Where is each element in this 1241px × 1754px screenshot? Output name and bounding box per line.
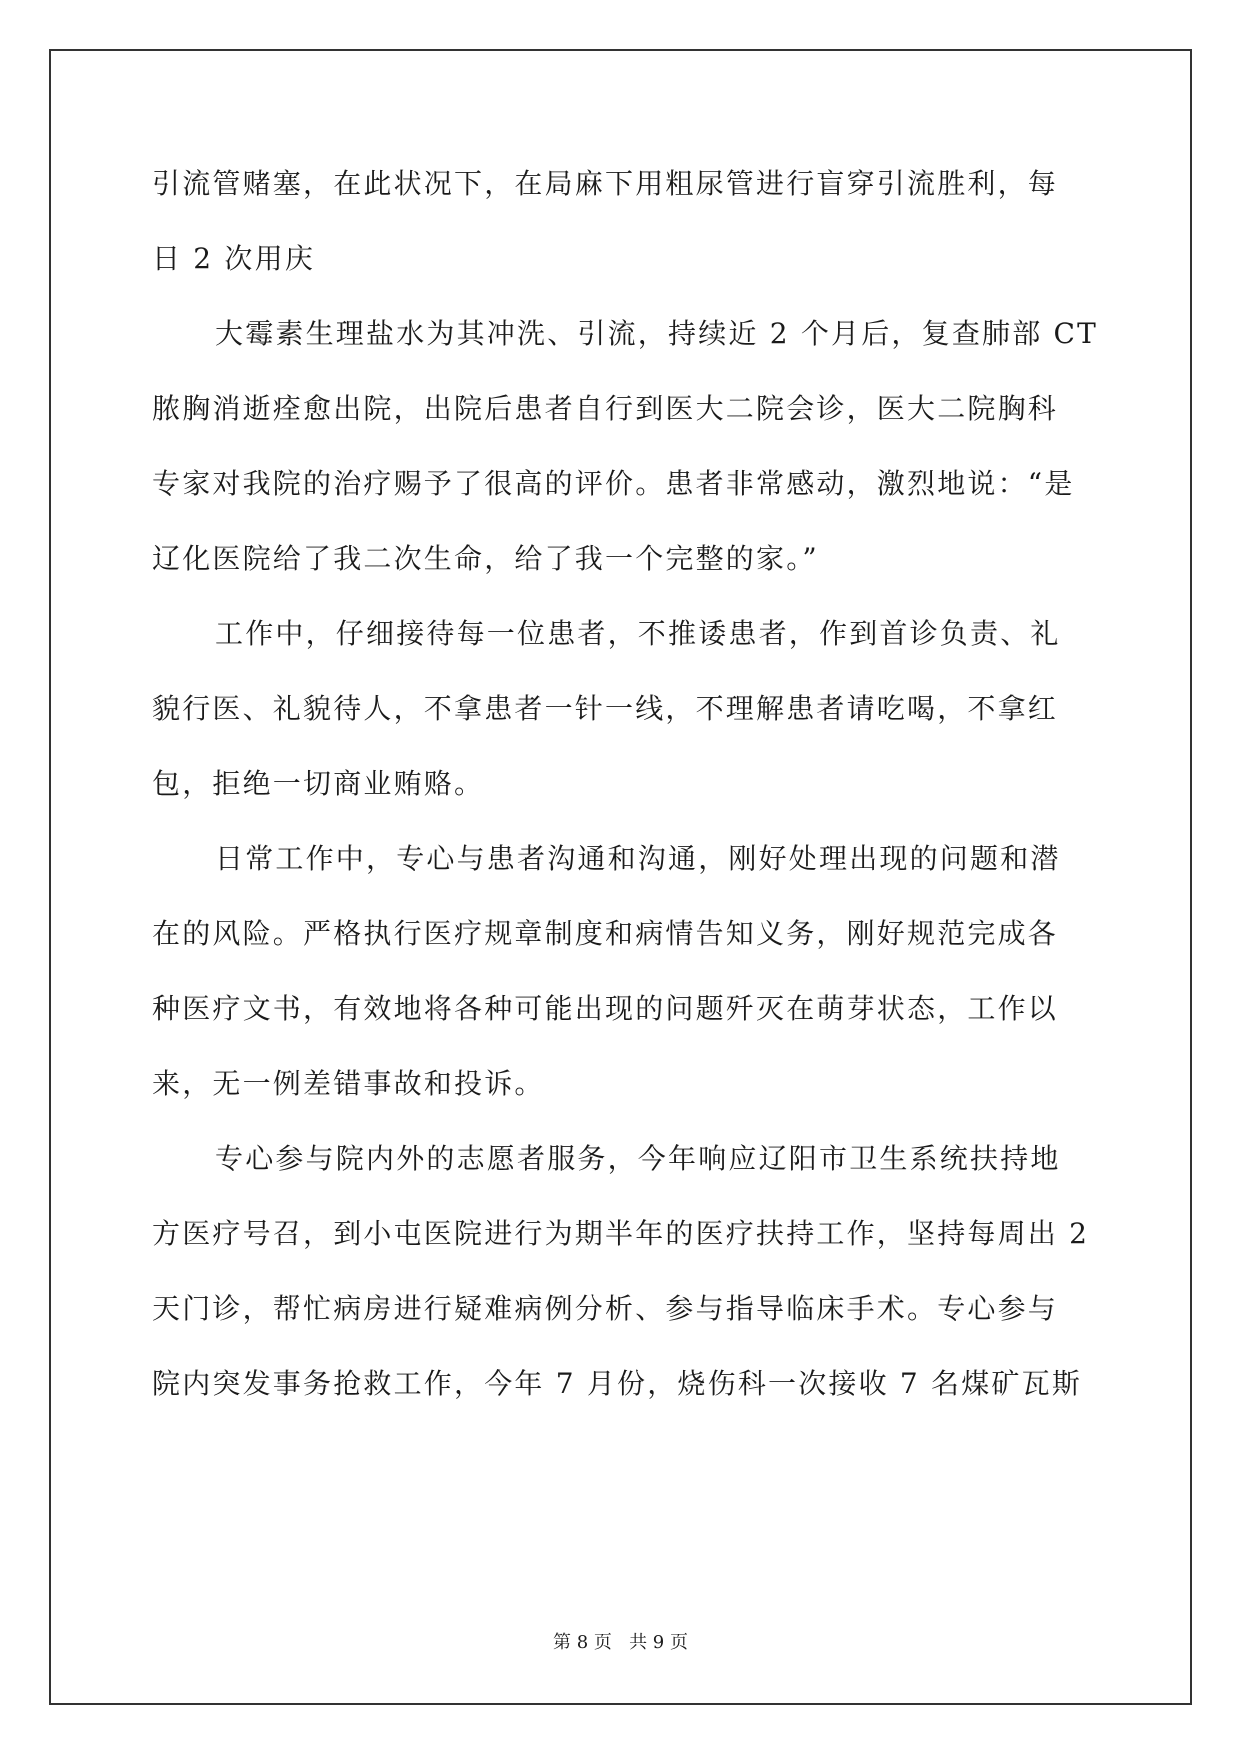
- text-line: 日 2 次用庆: [152, 242, 316, 275]
- text-line: 貌行医、礼貌待人，不拿患者一针一线，不理解患者请吃喝，不拿红: [152, 692, 1059, 725]
- text-line: 脓胸消逝痊愈出院，出院后患者自行到医大二院会诊，医大二院胸科: [152, 392, 1059, 425]
- text-line: 工作中，仔细接待每一位患者，不推诿患者，作到首诊负责、礼: [215, 617, 1061, 650]
- text-line: 方医疗号召，到小屯医院进行为期半年的医疗扶持工作，坚持每周出 2: [152, 1217, 1090, 1250]
- text-line: 来，无一例差错事故和投诉。: [152, 1067, 545, 1100]
- page-number-footer: 第 8 页 共 9 页: [553, 1632, 688, 1653]
- text-line: 辽化医院给了我二次生命，给了我一个完整的家。”: [152, 542, 819, 575]
- text-line: 包，拒绝一切商业贿赂。: [152, 767, 485, 800]
- text-line: 引流管赌塞，在此状况下，在局麻下用粗尿管进行盲穿引流胜利，每: [152, 167, 1059, 200]
- text-line: 在的风险。严格执行医疗规章制度和病情告知义务，刚好规范完成各: [152, 917, 1059, 950]
- text-line: 日常工作中，专心与患者沟通和沟通，刚好处理出现的问题和潜: [215, 842, 1061, 875]
- text-line: 专心参与院内外的志愿者服务，今年响应辽阳市卫生系统扶持地: [215, 1142, 1061, 1175]
- text-line: 院内突发事务抢救工作，今年 7 月份，烧伤科一次接收 7 名煤矿瓦斯: [152, 1367, 1083, 1400]
- text-line: 种医疗文书，有效地将各种可能出现的问题歼灭在萌芽状态，工作以: [152, 992, 1059, 1025]
- text-line: 天门诊，帮忙病房进行疑难病例分析、参与指导临床手术。专心参与: [152, 1292, 1059, 1325]
- document-body: [152, 167, 1099, 1445]
- text-line: 专家对我院的治疗赐予了很高的评价。患者非常感动，激烈地说：“是: [152, 467, 1075, 500]
- text-line: 大霉素生理盐水为其冲洗、引流，持续近 2 个月后，复查肺部 CT: [215, 317, 1099, 350]
